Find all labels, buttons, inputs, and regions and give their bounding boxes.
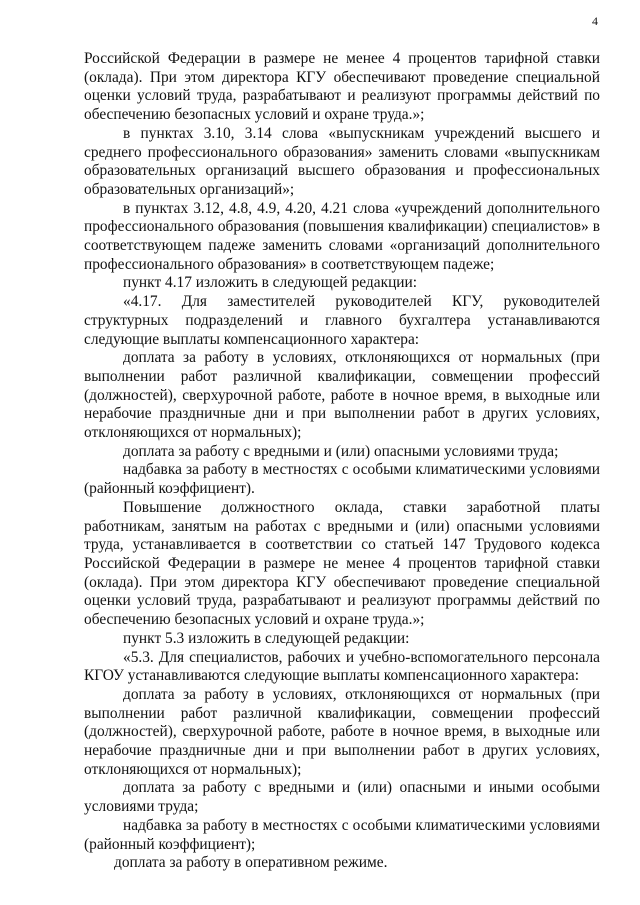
- paragraph-surcharge-conditions: доплата за работу в условиях, отклоняющихся от нормальных (при выполнении работ различной квалификации, совмещении профессий (должностей), сверхурочной работе, работе в ночное время, в выходные или нерабочие праздничные дни и при выполнении работ в других условиях, отклоняющихся от нормальных);: [84, 349, 600, 442]
- paragraph-salary-increase: Повышение должностного оклада, ставки заработной платы работникам, занятым на работах с вредными и (или) опасными условиями труда, устанавливается в соответствии со статьей 147 Трудового кодекса Российской Федерации в размере не менее 4 процентов тарифной ставки (оклада). При этом директора КГУ обеспечивают проведение специальной оценки условий труда, разрабатывают и реализуют программы действий по обеспечению безопасных условий и охране труда.»;: [84, 498, 600, 629]
- paragraph-amendment-3-12: в пунктах 3.12, 4.8, 4.9, 4.20, 4.21 слова «учреждений дополнительного профессионального образования (повышения квалификации) специалистов» в соответствующем падеже заменить словами «организаций дополнительного профессионального образования» в соответствующем падеже;: [84, 199, 600, 273]
- paragraph-point-4-17: «4.17. Для заместителей руководителей КГУ, руководителей структурных подразделений и главного бухгалтера устанавливаются следующие выплаты компенсационного характера:: [84, 293, 600, 348]
- paragraph-point-4-17-intro: пункт 4.17 изложить в следующей редакции:: [123, 274, 418, 292]
- paragraph-regional-allowance: надбавка за работу в местностях с особыми климатическими условиями (районный коэффициент).: [84, 461, 600, 498]
- page-number: 4: [592, 14, 598, 28]
- paragraph-point-5-3: «5.3. Для специалистов, рабочих и учебно-вспомогательного персонала КГОУ устанавливаются следующие выплаты компенсационного характера:: [84, 648, 600, 685]
- paragraph-amendment-3-10: в пунктах 3.10, 3.14 слова «выпускникам учреждений высшего и среднего профессионального образования» заменить словами «выпускникам образовательных организаций высшего образования и профессиональных образовательных организаций»;: [84, 124, 600, 198]
- paragraph-point-5-3-intro: пункт 5.3 изложить в следующей редакции:: [123, 629, 410, 647]
- paragraph-continuation: Российской Федерации в размере не менее 4 процентов тарифной ставки (оклада). При этом директора КГУ обеспечивают проведение специальной оценки условий труда, разрабатывают и реализуют программы действий по обеспечению безопасных условий и охране труда.»;: [84, 50, 600, 124]
- paragraph-surcharge-harmful-2: доплата за работу с вредными и (или) опасными и иными особыми условиями труда;: [84, 779, 600, 816]
- paragraph-operational-mode: доплата за работу в оперативном режиме.: [114, 854, 388, 872]
- paragraph-surcharge-harmful: доплата за работу с вредными и (или) опасными условиями труда;: [123, 442, 559, 460]
- paragraph-regional-allowance-2: надбавка за работу в местностях с особыми климатическими условиями (районный коэффициент);: [84, 816, 600, 853]
- paragraph-surcharge-conditions-2: доплата за работу в условиях, отклоняющихся от нормальных (при выполнении работ различной квалификации, совмещении профессий (должностей), сверхурочной работе, работе в ночное время, в выходные или нерабочие праздничные дни и при выполнении работ в других условиях, отклоняющихся от нормальных);: [84, 685, 600, 778]
- document-body: [84, 50, 600, 873]
